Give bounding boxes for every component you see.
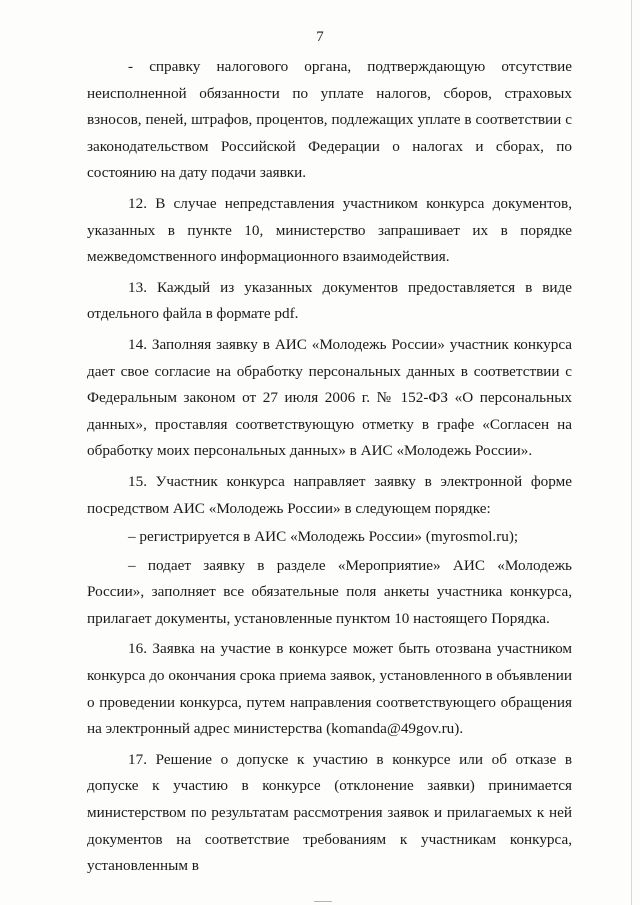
paragraph-12: 12. В случае непредставления участником конкурса документов, указанных в пункте 10, министерство запрашивает их в порядке межведомственного информационного взаимодействия. — [87, 194, 572, 266]
document-body — [87, 54, 572, 884]
paragraph-tax-certificate: - справку налогового органа, подтверждающую отсутствие неисполненной обязанности по уплате налогов, сборов, страховых взносов, пеней, штрафов, процентов, подлежащих уплате в соответствии с законодательством Российской Федерации о налогах и сборах, по состоянию на дату подачи заявки. — [87, 58, 572, 182]
paragraph-15: 15. Участник конкурса направляет заявку в электронной форме посредством АИС «Молодежь России» в следующем порядке: — [87, 472, 572, 517]
paragraph-14: 14. Заполняя заявку в АИС «Молодежь России» участник конкурса дает свое согласие на обработку персональных данных в соответствии с Федеральным законом от 27 июля 2006 г. № 152-ФЗ «О персональных данных», проставляя соответствующую отметку в графе «Согласен на обработку моих персональных данных» в АИС «Молодежь России». — [87, 335, 572, 460]
footer-mark — [314, 901, 332, 902]
paragraph-15-step-submit: – подает заявку в разделе «Мероприятие» АИС «Молодежь России», заполняет все обязательные поля анкеты участника конкурса, прилагает документы, установленные пунктом 10 настоящего Порядка. — [87, 556, 572, 627]
paragraph-15-step-register: – регистрируется в АИС «Молодежь России» (myrosmol.ru); — [128, 528, 519, 546]
paragraph-13: 13. Каждый из указанных документов предоставляется в виде отдельного файла в формате pdf. — [87, 278, 572, 323]
page-number: 7 — [316, 29, 324, 45]
scan-edge — [631, 0, 632, 905]
paragraph-17: 17. Решение о допуске к участию в конкурсе или об отказе в допуске к участию в конкурсе (отклонение заявки) принимается министерством по результатам рассмотрения заявок и прилагаемых к ней документов на соответствие требованиям к участникам конкурса, установленным в — [87, 750, 572, 875]
paragraph-16: 16. Заявка на участие в конкурсе может быть отозвана участником конкурса до окончания срока приема заявок, установленного в объявлении о проведении конкурса, путем направления соответствующего обращения на электронный адрес министерства (komanda@49gov.ru). — [87, 640, 572, 738]
